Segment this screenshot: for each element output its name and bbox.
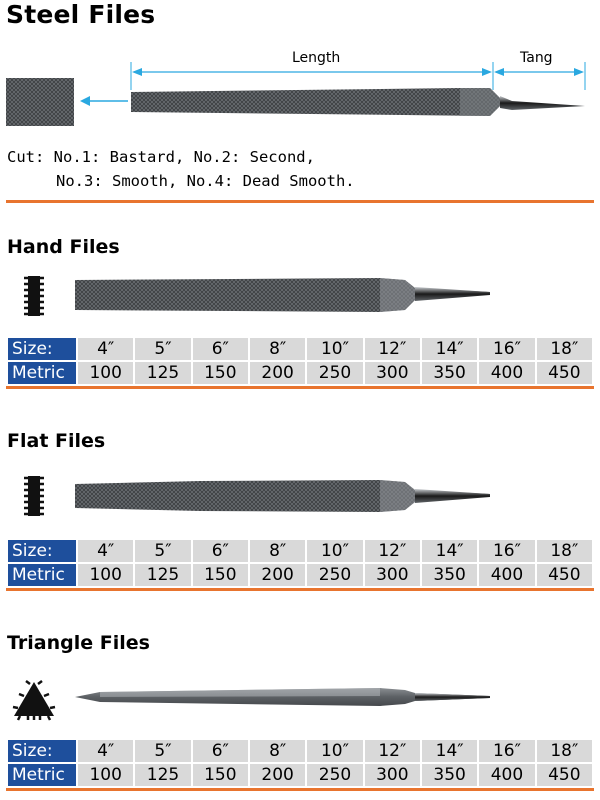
metric-cell: 250	[307, 564, 362, 586]
cross-section-icon	[24, 476, 44, 516]
size-cell: 14″	[422, 338, 477, 360]
page-title: Steel Files	[6, 0, 156, 29]
flat-file-illustration	[0, 470, 600, 520]
size-cell: 16″	[479, 740, 534, 762]
size-cell: 4″	[78, 540, 133, 562]
size-cell: 14″	[422, 740, 477, 762]
metric-cell: 400	[479, 764, 534, 786]
size-cell: 8″	[250, 540, 305, 562]
size-cell: 6″	[193, 338, 248, 360]
size-cell: 5″	[135, 740, 190, 762]
size-cell: 14″	[422, 540, 477, 562]
divider	[6, 386, 594, 389]
metric-cell: 150	[193, 764, 248, 786]
table-row-size	[8, 338, 592, 360]
cross-section-icon	[24, 276, 44, 316]
file-body	[131, 88, 500, 116]
table-row-metric	[8, 564, 592, 586]
table-row-size	[8, 540, 592, 562]
metric-cell: 400	[479, 564, 534, 586]
table-row-metric	[8, 362, 592, 384]
size-cell: 16″	[479, 540, 534, 562]
metric-label: Metric	[8, 362, 76, 384]
tang-label: Tang	[520, 50, 553, 66]
metric-cell: 350	[422, 764, 477, 786]
metric-cell: 150	[193, 362, 248, 384]
section-title-hand-files: Hand Files	[7, 236, 120, 258]
metric-cell: 100	[78, 362, 133, 384]
size-cell: 10″	[307, 740, 362, 762]
divider	[6, 588, 594, 591]
section-title-triangle-files: Triangle Files	[7, 632, 150, 654]
metric-cell: 450	[537, 362, 592, 384]
metric-cell: 125	[135, 764, 190, 786]
size-cell: 12″	[365, 740, 420, 762]
triangle-file-illustration	[0, 672, 600, 722]
hand-files-size-table	[6, 336, 594, 386]
size-cell: 5″	[135, 338, 190, 360]
size-cell: 18″	[537, 338, 592, 360]
size-cell: 8″	[250, 740, 305, 762]
triangle-cross-section-icon	[13, 681, 55, 720]
size-cell: 4″	[78, 338, 133, 360]
metric-cell: 200	[250, 564, 305, 586]
size-cell: 18″	[537, 540, 592, 562]
size-cell: 6″	[193, 540, 248, 562]
size-label: Size:	[8, 740, 76, 762]
metric-cell: 300	[365, 764, 420, 786]
section-title-flat-files: Flat Files	[7, 430, 106, 452]
size-cell: 12″	[365, 540, 420, 562]
length-label: Length	[292, 50, 341, 66]
size-cell: 10″	[307, 540, 362, 562]
metric-label: Metric	[8, 564, 76, 586]
cut-texture-swatch	[6, 78, 74, 126]
metric-cell: 100	[78, 564, 133, 586]
metric-cell: 100	[78, 764, 133, 786]
metric-cell: 150	[193, 564, 248, 586]
flat-files-size-table	[6, 538, 594, 588]
table-row-metric	[8, 764, 592, 786]
divider	[6, 200, 594, 203]
hand-file-illustration	[0, 270, 600, 320]
file-tang	[500, 96, 585, 110]
divider	[6, 788, 594, 791]
metric-cell: 350	[422, 564, 477, 586]
table-row-size	[8, 740, 592, 762]
size-cell: 5″	[135, 540, 190, 562]
metric-cell: 200	[250, 764, 305, 786]
metric-cell: 450	[537, 564, 592, 586]
metric-cell: 300	[365, 564, 420, 586]
metric-cell: 250	[307, 362, 362, 384]
size-cell: 6″	[193, 740, 248, 762]
metric-cell: 200	[250, 362, 305, 384]
metric-cell: 300	[365, 362, 420, 384]
metric-cell: 350	[422, 362, 477, 384]
metric-cell: 250	[307, 764, 362, 786]
cut-line-2: No.3: Smooth, No.4: Dead Smooth.	[56, 172, 355, 190]
metric-cell: 400	[479, 362, 534, 384]
size-cell: 18″	[537, 740, 592, 762]
size-cell: 4″	[78, 740, 133, 762]
size-cell: 12″	[365, 338, 420, 360]
metric-label: Metric	[8, 764, 76, 786]
triangle-files-size-table	[6, 738, 594, 788]
size-label: Size:	[8, 338, 76, 360]
metric-cell: 450	[537, 764, 592, 786]
metric-cell: 125	[135, 362, 190, 384]
size-cell: 8″	[250, 338, 305, 360]
size-cell: 10″	[307, 338, 362, 360]
cut-line-1: Cut: No.1: Bastard, No.2: Second,	[7, 148, 315, 166]
size-label: Size:	[8, 540, 76, 562]
metric-cell: 125	[135, 564, 190, 586]
size-cell: 16″	[479, 338, 534, 360]
